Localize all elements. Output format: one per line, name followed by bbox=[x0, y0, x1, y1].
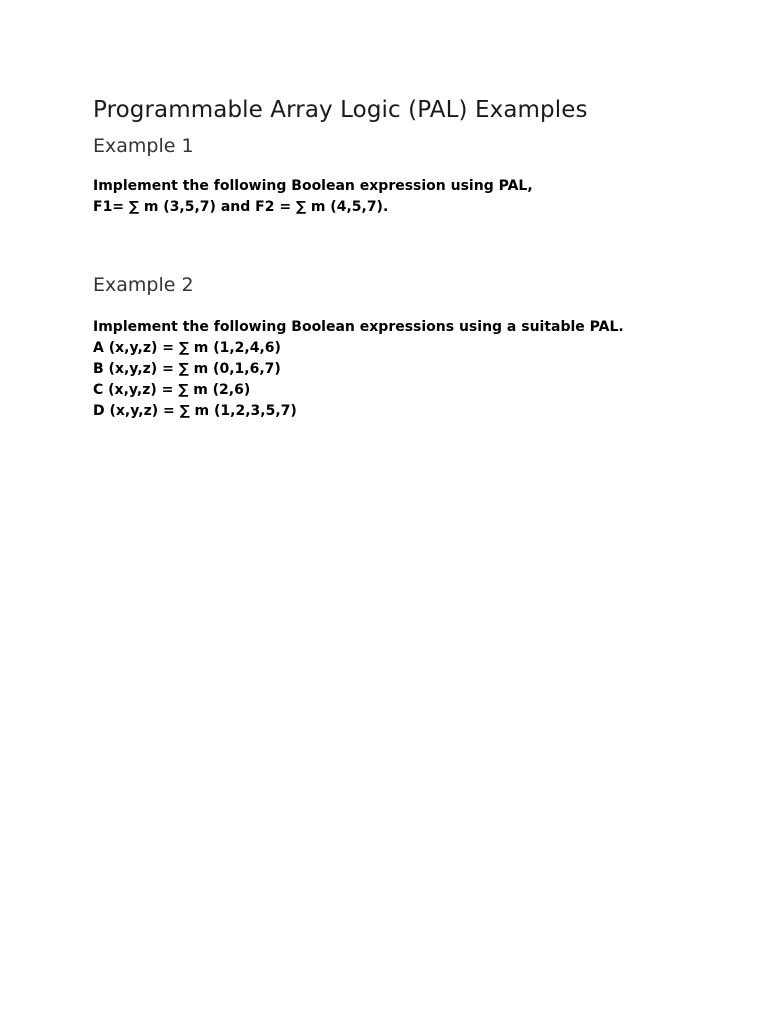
example-2-heading: Example 2 bbox=[93, 274, 194, 296]
example-2-instruction: Implement the following Boolean expressions using a suitable PAL. bbox=[93, 319, 624, 335]
example-2-expression-c: C (x,y,z) = ∑ m (2,6) bbox=[93, 382, 251, 398]
document-content bbox=[93, 94, 713, 422]
example-2-expression-d: D (x,y,z) = ∑ m (1,2,3,5,7) bbox=[93, 403, 297, 419]
example-2-section bbox=[93, 271, 713, 422]
example-1-heading: Example 1 bbox=[93, 135, 194, 157]
example-2-body bbox=[93, 317, 713, 422]
section-spacer bbox=[93, 218, 713, 271]
example-1-section bbox=[93, 132, 713, 218]
example-1-instruction: Implement the following Boolean expression using PAL, bbox=[93, 178, 533, 194]
example-2-expression-a: A (x,y,z) = ∑ m (1,2,4,6) bbox=[93, 340, 281, 356]
document-title: Programmable Array Logic (PAL) Examples bbox=[93, 97, 588, 123]
example-2-expression-b: B (x,y,z) = ∑ m (0,1,6,7) bbox=[93, 361, 281, 377]
example-1-expression: F1= ∑ m (3,5,7) and F2 = ∑ m (4,5,7). bbox=[93, 199, 389, 215]
example-1-body bbox=[93, 176, 713, 218]
